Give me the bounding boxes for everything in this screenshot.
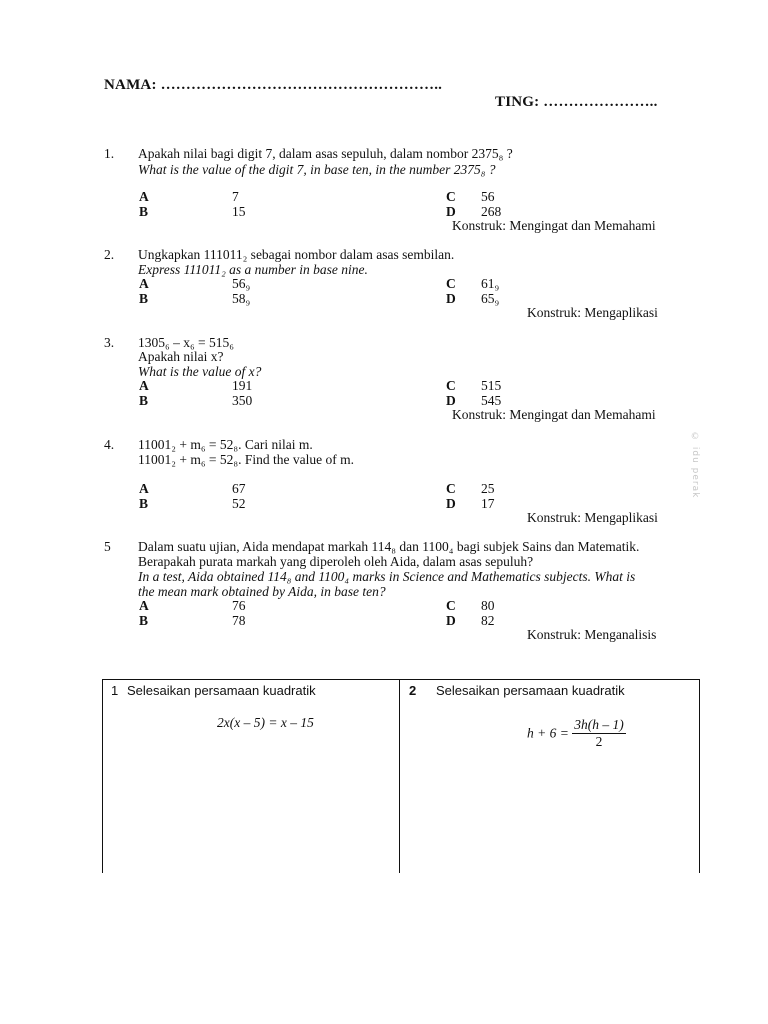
option-d-value: 65₉: [481, 291, 500, 306]
option-d-value: 17: [481, 496, 495, 511]
option-a-letter: A: [139, 481, 149, 496]
question-text-malay-line2: Berapakah purata markah yang diperoleh oleh Aida, dalam asas sepuluh?: [138, 554, 534, 569]
option-a-value: 7: [232, 189, 239, 204]
option-a-value: 191: [232, 378, 253, 393]
option-d-letter: D: [446, 613, 456, 628]
answer-table: [102, 679, 700, 873]
option-c-value: 61₉: [481, 276, 500, 291]
cell-2-equation-left: h + 6 =: [527, 725, 569, 741]
option-c-value: 80: [481, 598, 495, 613]
option-c-letter: C: [446, 598, 456, 613]
question-text-english: Express 111011₂ as a number in base nine.: [138, 262, 368, 277]
option-d-value: 268: [481, 204, 502, 219]
option-c-value: 56: [481, 189, 495, 204]
option-b-letter: B: [139, 204, 149, 219]
option-d-value: 82: [481, 613, 495, 628]
cell-2-number: 2: [409, 683, 417, 698]
option-c-letter: C: [446, 276, 456, 291]
option-c-value: 515: [481, 378, 502, 393]
konstruk-label: Konstruk: Menganalisis: [527, 627, 657, 642]
option-b-value: 58₉: [232, 291, 251, 306]
question-number: 1.: [104, 146, 115, 161]
question-text-malay: 11001₂ + m₆ = 52₈. Cari nilai m.: [138, 437, 313, 452]
question-text-english-line2: the mean mark obtained by Aida, in base ten?: [138, 584, 386, 599]
question-text-english: What is the value of the digit 7, in base ten, in the number 2375₈ ?: [138, 162, 496, 177]
option-c-letter: C: [446, 189, 456, 204]
option-b-letter: B: [139, 393, 149, 408]
question-text-malay: Apakah nilai x?: [138, 349, 224, 364]
cell-2-fraction: [572, 717, 626, 750]
konstruk-label: Konstruk: Mengaplikasi: [527, 510, 658, 525]
table-divider: [399, 680, 400, 873]
option-a-letter: A: [139, 189, 149, 204]
question-number: 3.: [104, 335, 115, 350]
option-a-letter: A: [139, 276, 149, 291]
option-c-letter: C: [446, 378, 456, 393]
konstruk-label: Konstruk: Mengingat dan Memahami: [452, 407, 656, 422]
option-d-letter: D: [446, 291, 456, 306]
option-d-value: 545: [481, 393, 502, 408]
cell-2-numerator: 3h(h – 1): [574, 717, 624, 732]
konstruk-label: Konstruk: Mengingat dan Memahami: [452, 218, 656, 233]
question-text-malay: Dalam suatu ujian, Aida mendapat markah 114₈ dan 1100₄ bagi subjek Sains dan Matematik.: [138, 539, 640, 554]
cell-1-instruction: Selesaikan persamaan kuadratik: [127, 683, 316, 698]
option-b-letter: B: [139, 496, 149, 511]
cell-2-denominator: 2: [595, 734, 603, 749]
question-text-english: What is the value of x?: [138, 364, 262, 379]
option-b-value: 52: [232, 496, 246, 511]
option-a-value: 56₉: [232, 276, 251, 291]
question-text-malay: Ungkapkan 111011₂ sebagai nombor dalam asas sembilan.: [138, 247, 455, 262]
option-b-letter: B: [139, 613, 149, 628]
option-c-value: 25: [481, 481, 495, 496]
option-a-letter: A: [139, 378, 149, 393]
name-field-label: NAMA: ………………………………………………..: [104, 77, 443, 93]
option-b-letter: B: [139, 291, 149, 306]
option-c-letter: C: [446, 481, 456, 496]
option-d-letter: D: [446, 204, 456, 219]
konstruk-label: Konstruk: Mengaplikasi: [527, 305, 658, 320]
question-equation: 1305₆ – x₆ = 515₆: [138, 335, 234, 350]
option-a-value: 67: [232, 481, 246, 496]
option-a-value: 76: [232, 598, 246, 613]
option-b-value: 78: [232, 613, 246, 628]
cell-1-number: 1: [111, 683, 119, 698]
question-text-english: In a test, Aida obtained 114₈ and 1100₄ marks in Science and Mathematics subjects. What is: [138, 569, 636, 584]
question-number: 4.: [104, 437, 115, 452]
question-number: 5: [104, 539, 111, 554]
option-d-letter: D: [446, 393, 456, 408]
question-text-english: 11001₂ + m₆ = 52₈. Find the value of m.: [138, 452, 354, 467]
option-d-letter: D: [446, 496, 456, 511]
option-a-letter: A: [139, 598, 149, 613]
cell-2-equation: [527, 717, 626, 750]
class-field-label: TING: …………………..: [495, 94, 658, 110]
option-b-value: 15: [232, 204, 246, 219]
question-text-malay: Apakah nilai bagi digit 7, dalam asas sepuluh, dalam nombor 2375₈ ?: [138, 146, 513, 161]
watermark: © idu perak: [690, 432, 700, 499]
option-b-value: 350: [232, 393, 253, 408]
cell-2-instruction: Selesaikan persamaan kuadratik: [436, 683, 625, 698]
question-number: 2.: [104, 247, 115, 262]
cell-1-equation: 2x(x – 5) = x – 15: [217, 715, 314, 730]
